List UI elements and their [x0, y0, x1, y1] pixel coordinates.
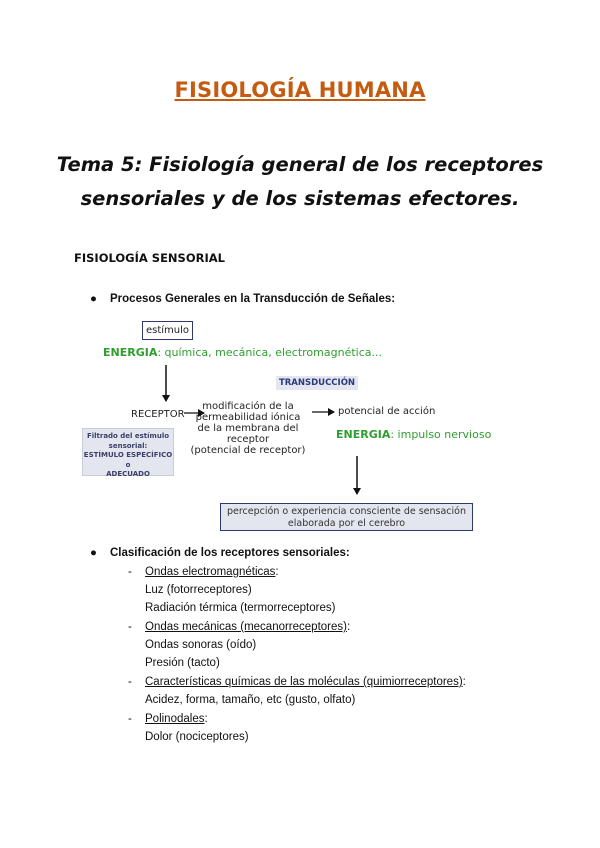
- bullet-text: Clasificación de los receptores sensoriales: [110, 547, 346, 559]
- list-heading-text: Polinodales: [145, 713, 205, 725]
- filtro-line: Filtrado del estímulo: [86, 432, 170, 440]
- modificacion-line: modificación de la: [202, 401, 294, 412]
- list-dash: -: [128, 621, 132, 633]
- list-heading: [145, 566, 279, 578]
- modificacion-line: permeabilidad iónica: [195, 412, 301, 423]
- list-item: Presión (tacto): [145, 657, 220, 669]
- filtro-line: sensorial:: [108, 441, 148, 450]
- bullet-marker: ●: [90, 547, 97, 559]
- colon: :: [275, 566, 279, 578]
- colon: :: [204, 713, 208, 725]
- list-heading-text: Ondas mecánicas (mecanorreceptores): [145, 621, 347, 633]
- colon: :: [391, 293, 396, 305]
- list-item: Luz (fotorreceptores): [145, 584, 252, 596]
- list-dash: -: [128, 676, 132, 688]
- filtro-line: ESTÍMULO ESPECÍFICO o: [83, 451, 173, 469]
- list-dash: -: [128, 566, 132, 578]
- list-item: Radiación térmica (termorreceptores): [145, 602, 336, 614]
- list-heading-text: Ondas electromagnéticas: [145, 566, 276, 578]
- estimulo-box: estímulo: [142, 321, 193, 340]
- percepcion-line: elaborada por el cerebro: [287, 518, 406, 529]
- list-item: Dolor (nociceptores): [145, 731, 249, 743]
- filtro-line: ADECUADO: [106, 470, 150, 478]
- section-heading: FISIOLOGÍA SENSORIAL: [74, 251, 225, 265]
- energia2-text: impulso nervioso: [397, 428, 492, 441]
- list-item: Ondas sonoras (oído): [145, 639, 257, 651]
- percepcion-line: percepción o experiencia consciente de sensación: [226, 506, 466, 517]
- energia-text: química, mecánica, electromagnética...: [164, 346, 382, 359]
- modificacion-line: de la membrana del receptor: [197, 423, 299, 445]
- colon: :: [462, 676, 466, 688]
- modificacion-line: (potencial de receptor): [190, 445, 306, 456]
- colon: :: [157, 346, 165, 359]
- list-heading-text: Características químicas de las moléculas (quimiorreceptores): [145, 676, 463, 688]
- list-heading: [145, 676, 466, 688]
- bullet-text: Procesos Generales en la Transducción de Señales: [110, 293, 392, 305]
- energia-label: ENERGIA: [103, 346, 158, 359]
- receptor-label: RECEPTOR: [131, 409, 185, 420]
- list-dash: -: [128, 713, 132, 725]
- transduccion-label: TRANSDUCCIÓN: [276, 376, 358, 390]
- list-heading: [145, 621, 350, 633]
- bullet-marker: ●: [90, 293, 97, 305]
- potencial-accion-label: potencial de acción: [338, 406, 436, 417]
- colon: :: [346, 621, 351, 633]
- document-subtitle: Tema 5: Fisiología general de los receptores sensoriales y de los sistemas efectores.: [56, 153, 544, 210]
- colon: :: [390, 428, 398, 441]
- list-item: Acidez, forma, tamaño, etc (gusto, olfato): [145, 694, 356, 706]
- bullet-clasificacion: [90, 547, 350, 559]
- energia2-label: ENERGIA: [336, 428, 391, 441]
- colon: :: [345, 547, 350, 559]
- list-heading: [145, 713, 208, 725]
- document-title: FISIOLOGÍA HUMANA: [174, 78, 426, 102]
